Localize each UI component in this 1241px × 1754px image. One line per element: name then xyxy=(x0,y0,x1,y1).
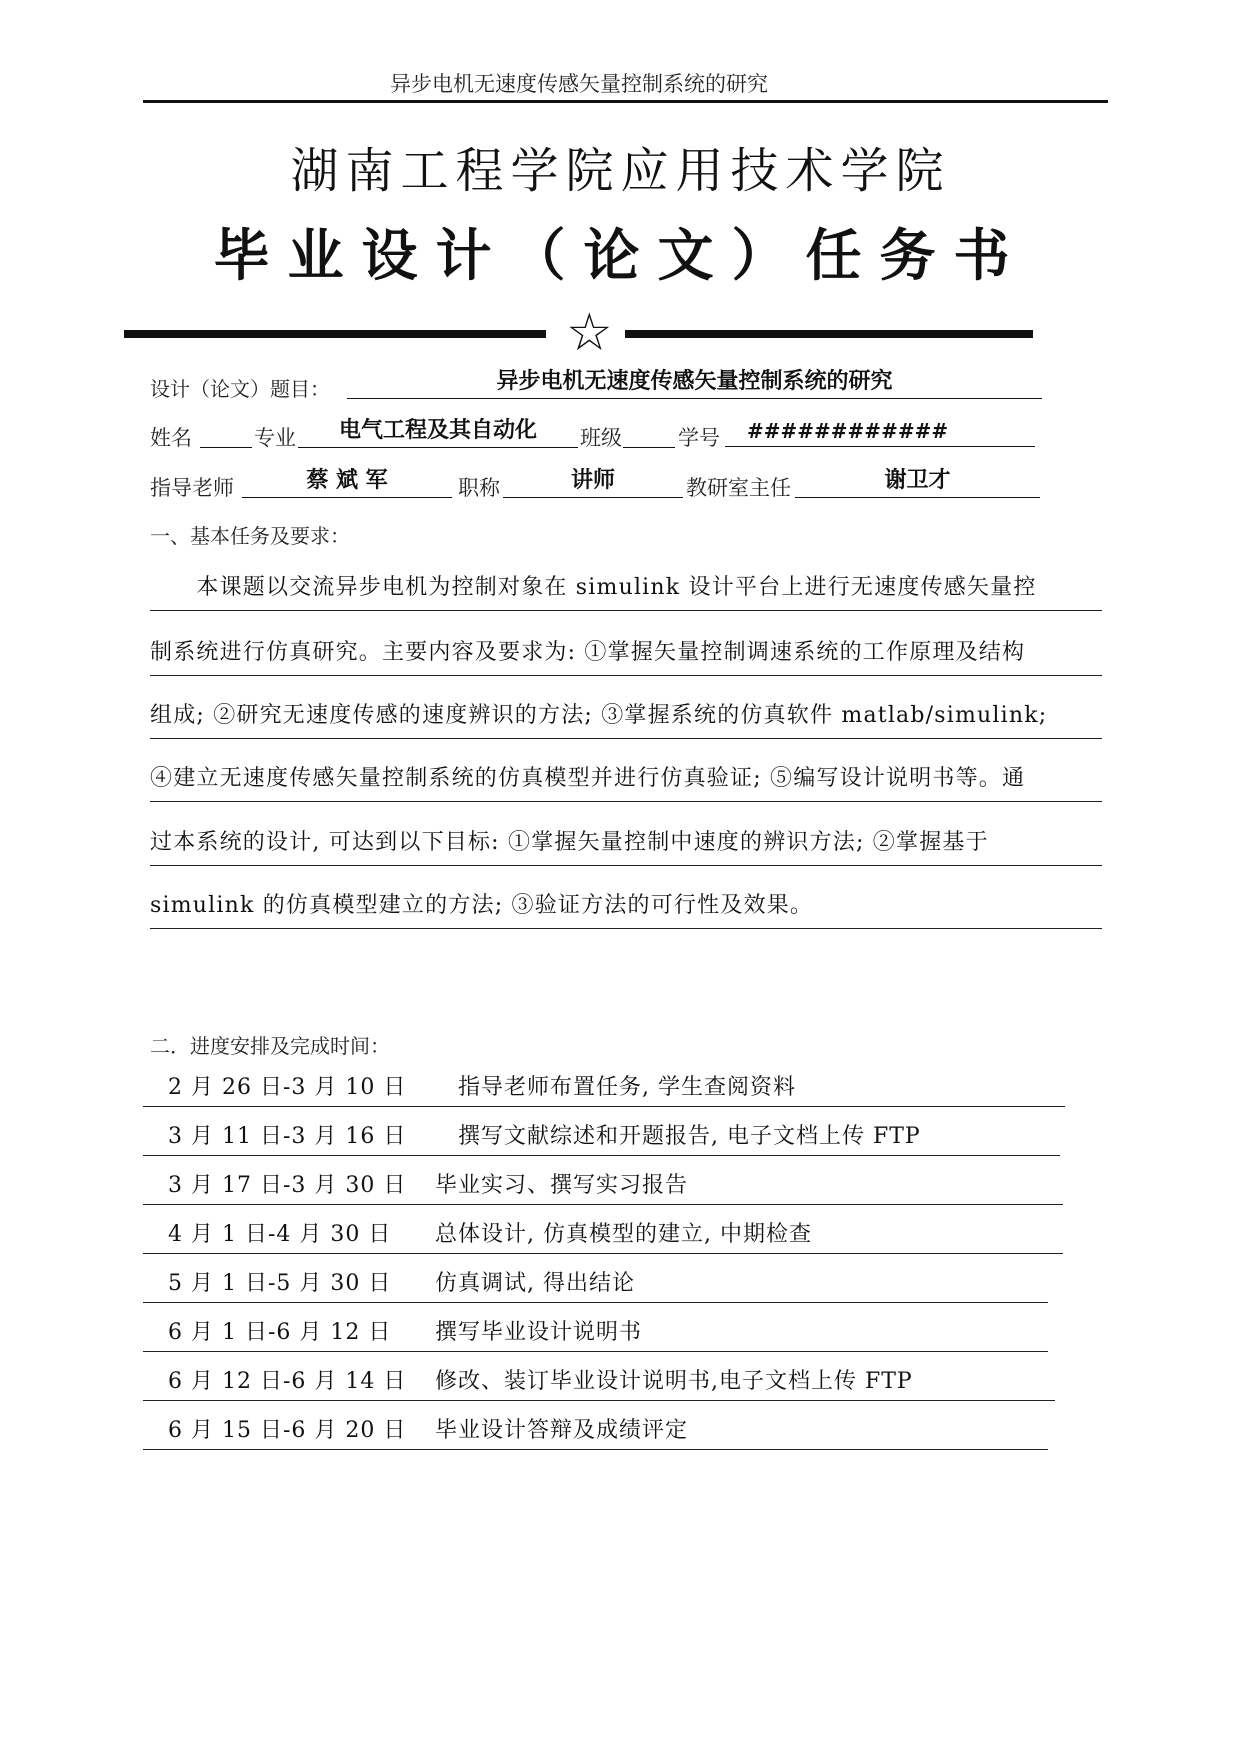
schedule-item xyxy=(143,1366,1055,1401)
class-label: 班级 xyxy=(580,426,622,450)
topic-value: 异步电机无速度传感矢量控制系统的研究 xyxy=(347,368,1042,399)
schedule-item xyxy=(143,1072,1065,1107)
running-header xyxy=(143,60,1108,103)
student-id-value: ############ xyxy=(725,417,1035,447)
paragraph-line: ④建立无速度传感矢量控制系统的仿真模型并进行仿真验证; ⑤编写设计说明书等。通 xyxy=(150,761,1102,802)
job-title-value: 讲师 xyxy=(503,467,683,498)
paragraph-line: simulink 的仿真模型建立的方法; ③验证方法的可行性及效果。 xyxy=(150,888,1102,929)
schedule-date: 6 月 1 日-6 月 12 日 xyxy=(168,1320,392,1345)
section-2-heading: 二．进度安排及完成时间： xyxy=(150,1034,390,1058)
schedule-task: 仿真调试, 得出结论 xyxy=(435,1271,635,1296)
schedule-item xyxy=(143,1170,1063,1205)
paragraph-line: 过本系统的设计, 可达到以下目标: ①掌握矢量控制中速度的辨识方法; ②掌握基于 xyxy=(150,825,1102,866)
paragraph-line: 本课题以交流异步电机为控制对象在 simulink 设计平台上进行无速度传感矢量控 xyxy=(150,570,1102,611)
student-id-label: 学号 xyxy=(678,426,720,450)
schedule-date: 5 月 1 日-5 月 30 日 xyxy=(168,1271,392,1296)
schedule-task: 毕业设计答辩及成绩评定 xyxy=(435,1418,689,1443)
advisor-label: 指导老师 xyxy=(150,476,234,500)
schedule-item xyxy=(143,1268,1048,1303)
schedule-date: 6 月 12 日-6 月 14 日 xyxy=(168,1369,407,1394)
decorative-rule-left xyxy=(124,330,546,338)
schedule-item xyxy=(143,1415,1048,1450)
schedule-date: 4 月 1 日-4 月 30 日 xyxy=(168,1222,392,1247)
running-title: 异步电机无速度传感矢量控制系统的研究 xyxy=(390,72,768,96)
director-label: 教研室主任 xyxy=(686,476,791,500)
decorative-rule-right xyxy=(625,330,1033,338)
name-label: 姓名 xyxy=(150,426,192,450)
school-name: 湖南工程学院应用技术学院 xyxy=(290,143,951,199)
job-title-label: 职称 xyxy=(458,476,500,500)
star-icon: ☆ xyxy=(566,303,613,363)
major-value: 电气工程及其自动化 xyxy=(298,417,578,448)
schedule-date: 3 月 17 日-3 月 30 日 xyxy=(168,1173,407,1198)
document-title: 毕业设计（论文）任务书 xyxy=(213,224,1028,289)
name-value xyxy=(200,417,252,448)
director-value: 谢卫才 xyxy=(795,467,1040,498)
section-1-heading: 一、基本任务及要求： xyxy=(150,524,350,548)
schedule-item xyxy=(143,1219,1063,1254)
schedule-task: 毕业实习、撰写实习报告 xyxy=(435,1173,689,1198)
schedule-task: 总体设计, 仿真模型的建立, 中期检查 xyxy=(435,1222,812,1247)
schedule-date: 6 月 15 日-6 月 20 日 xyxy=(168,1418,407,1443)
schedule-task: 修改、装订毕业设计说明书,电子文档上传 FTP xyxy=(435,1369,913,1394)
schedule-item xyxy=(143,1317,1048,1352)
paragraph-line: 组成; ②研究无速度传感的速度辨识的方法; ③掌握系统的仿真软件 matlab/simulink; xyxy=(150,698,1102,739)
schedule-task: 撰写文献综述和开题报告, 电子文档上传 FTP xyxy=(435,1124,921,1149)
paragraph-line: 制系统进行仿真研究。主要内容及要求为: ①掌握矢量控制调速系统的工作原理及结构 xyxy=(150,635,1102,676)
topic-label: 设计（论文）题目： xyxy=(150,377,330,401)
major-label: 专业 xyxy=(254,426,296,450)
schedule-task: 指导老师布置任务, 学生查阅资料 xyxy=(435,1075,796,1100)
advisor-value: 蔡 斌 军 xyxy=(242,467,452,498)
schedule-item xyxy=(143,1121,1060,1156)
class-value xyxy=(623,417,675,448)
schedule-date: 2 月 26 日-3 月 10 日 xyxy=(168,1075,407,1100)
schedule-date: 3 月 11 日-3 月 16 日 xyxy=(168,1124,407,1149)
schedule-task: 撰写毕业设计说明书 xyxy=(435,1320,643,1345)
